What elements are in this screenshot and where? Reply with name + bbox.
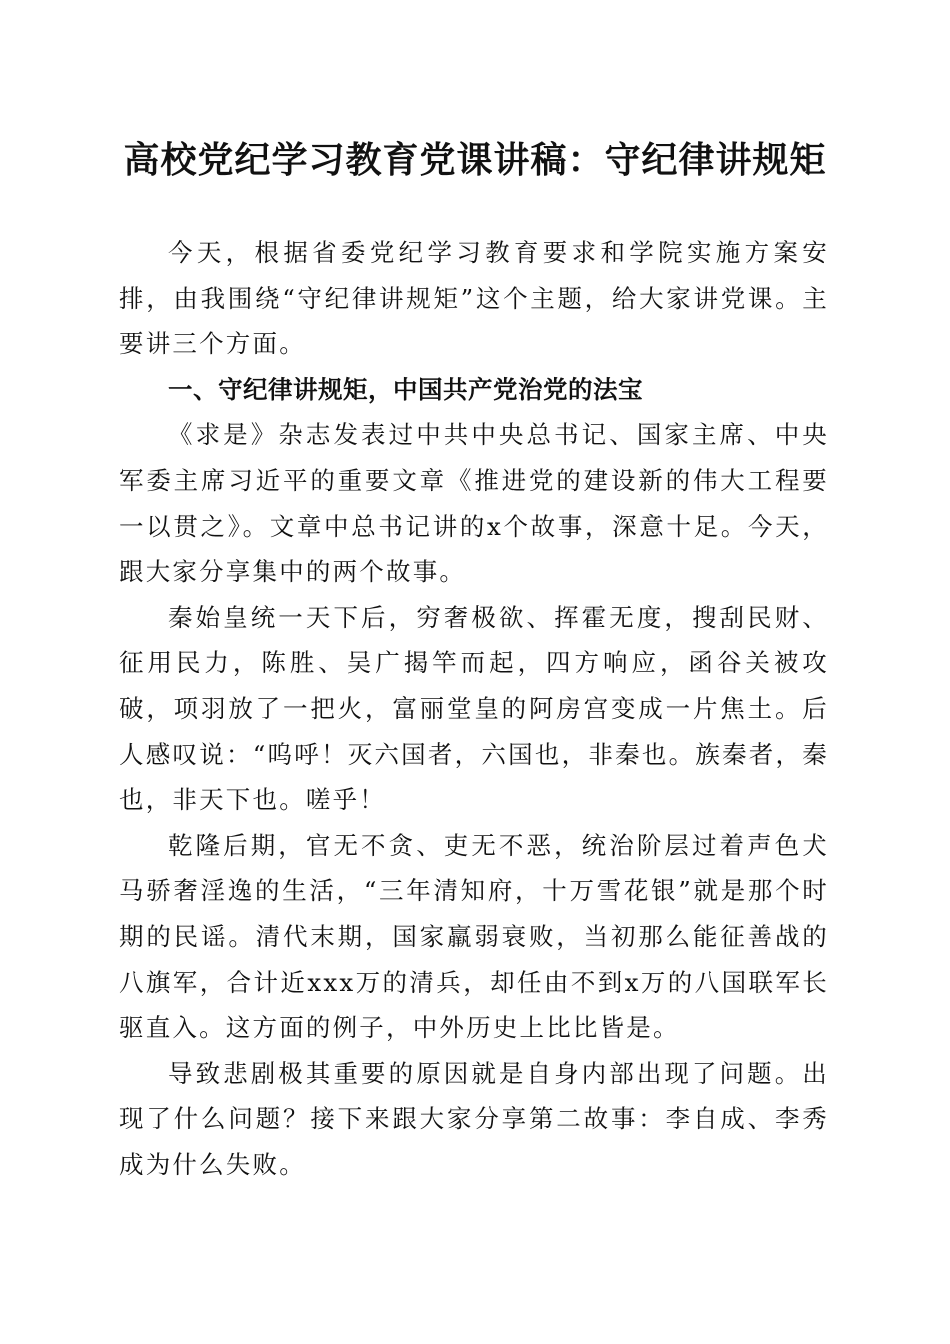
section-heading: 一、守纪律讲规矩，中国共产党治党的法宝 [168, 374, 643, 404]
document-body [119, 230, 829, 1187]
body-paragraph: 秦始皇统一天下后，穷奢极欲、挥霍无度，搜刮民财、征用民力，陈胜、吴广揭竿而起，四方响应，函谷关被攻破，项羽放了一把火，富丽堂皇的阿房宫变成一片焦土。后人感叹说：“呜呼！灭六国者，六国也，非秦也。族秦者，秦也，非天下也。嗟乎！ [119, 602, 829, 815]
body-paragraph: 乾隆后期，官无不贪、吏无不恶，统治阶层过着声色犬马骄奢淫逸的生活，“三年清知府，十万雪花银”就是那个时期的民谣。清代末期，国家羸弱衰败，当初那么能征善战的八旗军，合计近xxx万的清兵，却任由不到x万的八国联军长驱直入。这方面的例子，中外历史上比比皆是。 [119, 830, 829, 1043]
body-paragraph: 导致悲剧极其重要的原因就是自身内部出现了问题。出现了什么问题？接下来跟大家分享第二故事：李自成、李秀成为什么失败。 [119, 1058, 829, 1179]
document-title: 高校党纪学习教育党课讲稿：守纪律讲规矩 [123, 139, 827, 181]
intro-paragraph: 今天，根据省委党纪学习教育要求和学院实施方案安排，由我围绕“守纪律讲规矩”这个主题，给大家讲党课。主要讲三个方面。 [119, 238, 829, 359]
body-paragraph: 《求是》杂志发表过中共中央总书记、国家主席、中央军委主席习近平的重要文章《推进党的建设新的伟大工程要一以贯之》。文章中总书记讲的x个故事，深意十足。今天，跟大家分享集中的两个故事。 [119, 420, 829, 587]
